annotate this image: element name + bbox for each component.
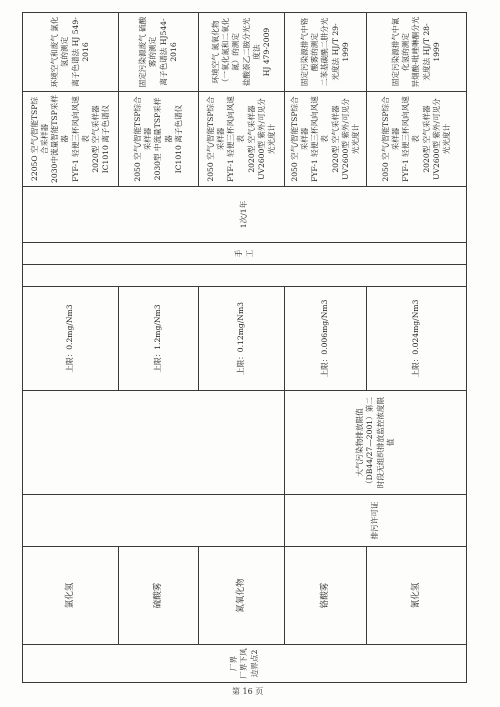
rotated-table-container — [22, 13, 466, 683]
method-cell: 环境空气和废气 氯化氢的测定 离子色谱法 HJ 549-2016 — [23, 13, 119, 92]
pollutant-cell: 氮氧化物 — [199, 547, 285, 645]
monitoring-table — [22, 12, 467, 683]
page-number: 第 16 页 — [232, 687, 264, 696]
instrument-cell: 2050 空气/智能TSP综合采样器 FYF-1 轻便三杯风向风速表 2020型 空气采样器 UV2600型 紫外/可见分光光度计 — [367, 92, 467, 187]
limit-cell: 上限：0.12mg/Nm3 — [199, 287, 285, 391]
frequency-cell: 1次/1年 — [23, 187, 467, 243]
instrument-cell: 2050 空气/智能TSP综合采样器 FYF-1 轻便三杯风向风速表 2020型 空气采样器 UV2600型 紫外/可见分光光度计 — [285, 92, 367, 187]
limit-cell: 上限：0.006mg/Nm3 — [285, 287, 367, 391]
method-cell: 固定污染源废气 硫酸雾的测定 离子色谱法 HJ544-2016 — [119, 13, 199, 92]
permit-basis-cell: 排污许可证 — [285, 495, 467, 547]
pollutant-cell: 铬酸雾 — [285, 547, 367, 645]
limit-cell: 上限：1.2mg/Nm3 — [119, 287, 199, 391]
table-row — [199, 13, 285, 683]
limit-cell: 上限：0.2mg/Nm3 — [23, 287, 119, 391]
method-cell: 固定污染源排气中铬酸雾的测定 二苯基碳酰二肼分光光度法 HJ/T 29-1999 — [285, 13, 367, 92]
instrument-cell: 2050 空气/智能TSP综合采样器 FYF-1 轻便三杯风向风速表 2020型 空气采样器 UV2600型 紫外/可见分光光度计 — [199, 92, 285, 187]
method-cell: 固定污染源排气中氰化氢的测定 异烟酸-吡唑啉酮分光光度法 HJ/T 28-1999 — [367, 13, 467, 92]
pollutant-cell: 氰化氢 — [367, 547, 467, 645]
limit-cell: 上限：0.024mg/Nm3 — [367, 287, 467, 391]
blank-cell — [23, 391, 285, 495]
method-cell: 环境空气 氮氧化物（一氧化氮和二氧化氮）的测定 盐酸萘乙二胺分光光度法 HJ 479-2009 — [199, 13, 285, 92]
pollutant-cell: 硫酸雾 — [119, 547, 199, 645]
blank-cell — [23, 495, 285, 547]
table-row — [285, 13, 367, 683]
instrument-cell: 2050 空气/智能TSP综合采样器 2030型 中流量TSP采样器 IC1010 离子色谱仪 — [119, 92, 199, 187]
blank-cell — [23, 265, 467, 287]
standard-cell: 大气污染物排放限值（DB44/27—2001）第二时段无组织排放监控浓度限值 — [285, 391, 467, 495]
pollutant-cell: 氯化氢 — [23, 547, 119, 645]
sampling-type-cell: 手工 — [23, 243, 467, 265]
instrument-cell: 2205O 空气/智能TSP综合采样器 2030中流量智能TSP采样器 FYF-1 轻便三杯风向风速表 2020型 空气采样器 IC1010 离子色谱仪 — [23, 92, 119, 187]
table-row — [367, 13, 467, 683]
table-row — [23, 13, 119, 683]
table-row — [119, 13, 199, 683]
group-cell: 厂界 厂界下风边界点2 — [23, 645, 467, 683]
